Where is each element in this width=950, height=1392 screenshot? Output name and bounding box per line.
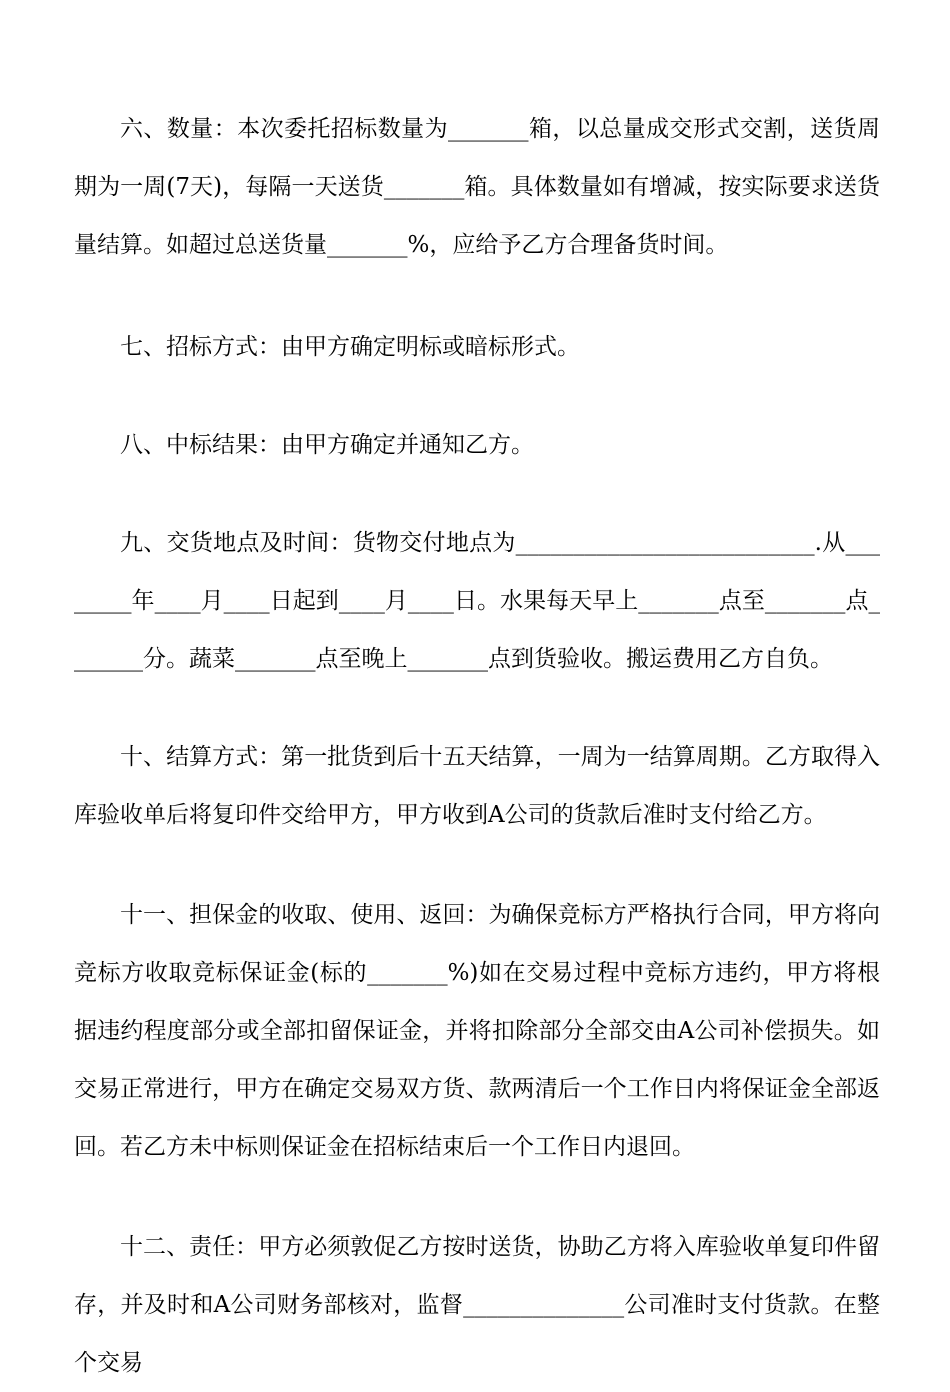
clause-12-responsibility: 十二、责任：甲方必须敦促乙方按时送货，协助乙方将入库验收单复印件留存，并及时和A公司财务部核对，监督______________公司准时支付货款。在整个交易 — [74, 1234, 880, 1376]
clause-7-bidding-method: 七、招标方式：由甲方确定明标或暗标形式。 — [120, 334, 580, 360]
document-page — [74, 100, 880, 1392]
clause-10-settlement: 十、结算方式：第一批货到后十五天结算，一周为一结算周期。乙方取得入库验收单后将复印件交给甲方，甲方收到A公司的货款后准时支付给乙方。 — [74, 744, 880, 828]
clause-11-deposit: 十一、担保金的收取、使用、返回：为确保竞标方严格执行合同，甲方将向竞标方收取竞标保证金(标的_______%)如在交易过程中竞标方违约，甲方将根据违约程度部分或全部扣留保证金，并将扣除部分全部交由A公司补偿损失。如交易正常进行，甲方在确定交易双方货、款两清后一个工作日内将保证金全部返回。若乙方未中标则保证金在招标结束后一个工作日内退回。 — [74, 902, 880, 1160]
clause-9-delivery: 九、交货地点及时间：货物交付地点为__________________________.从________年____月____日起到____月____日。水果每天早上_______点至_______点_______分。蔬菜_______点至晚上_______点到货验收。搬运费用乙方自负。 — [74, 530, 881, 672]
clause-6-quantity: 六、数量：本次委托招标数量为_______箱，以总量成交形式交割，送货周期为一周(7天)，每隔一天送货_______箱。具体数量如有增减，按实际要求送货量结算。如超过总送货量_______%，应给予乙方合理备货时间。 — [74, 116, 880, 258]
clause-8-bid-result: 八、中标结果：由甲方确定并通知乙方。 — [120, 432, 534, 458]
